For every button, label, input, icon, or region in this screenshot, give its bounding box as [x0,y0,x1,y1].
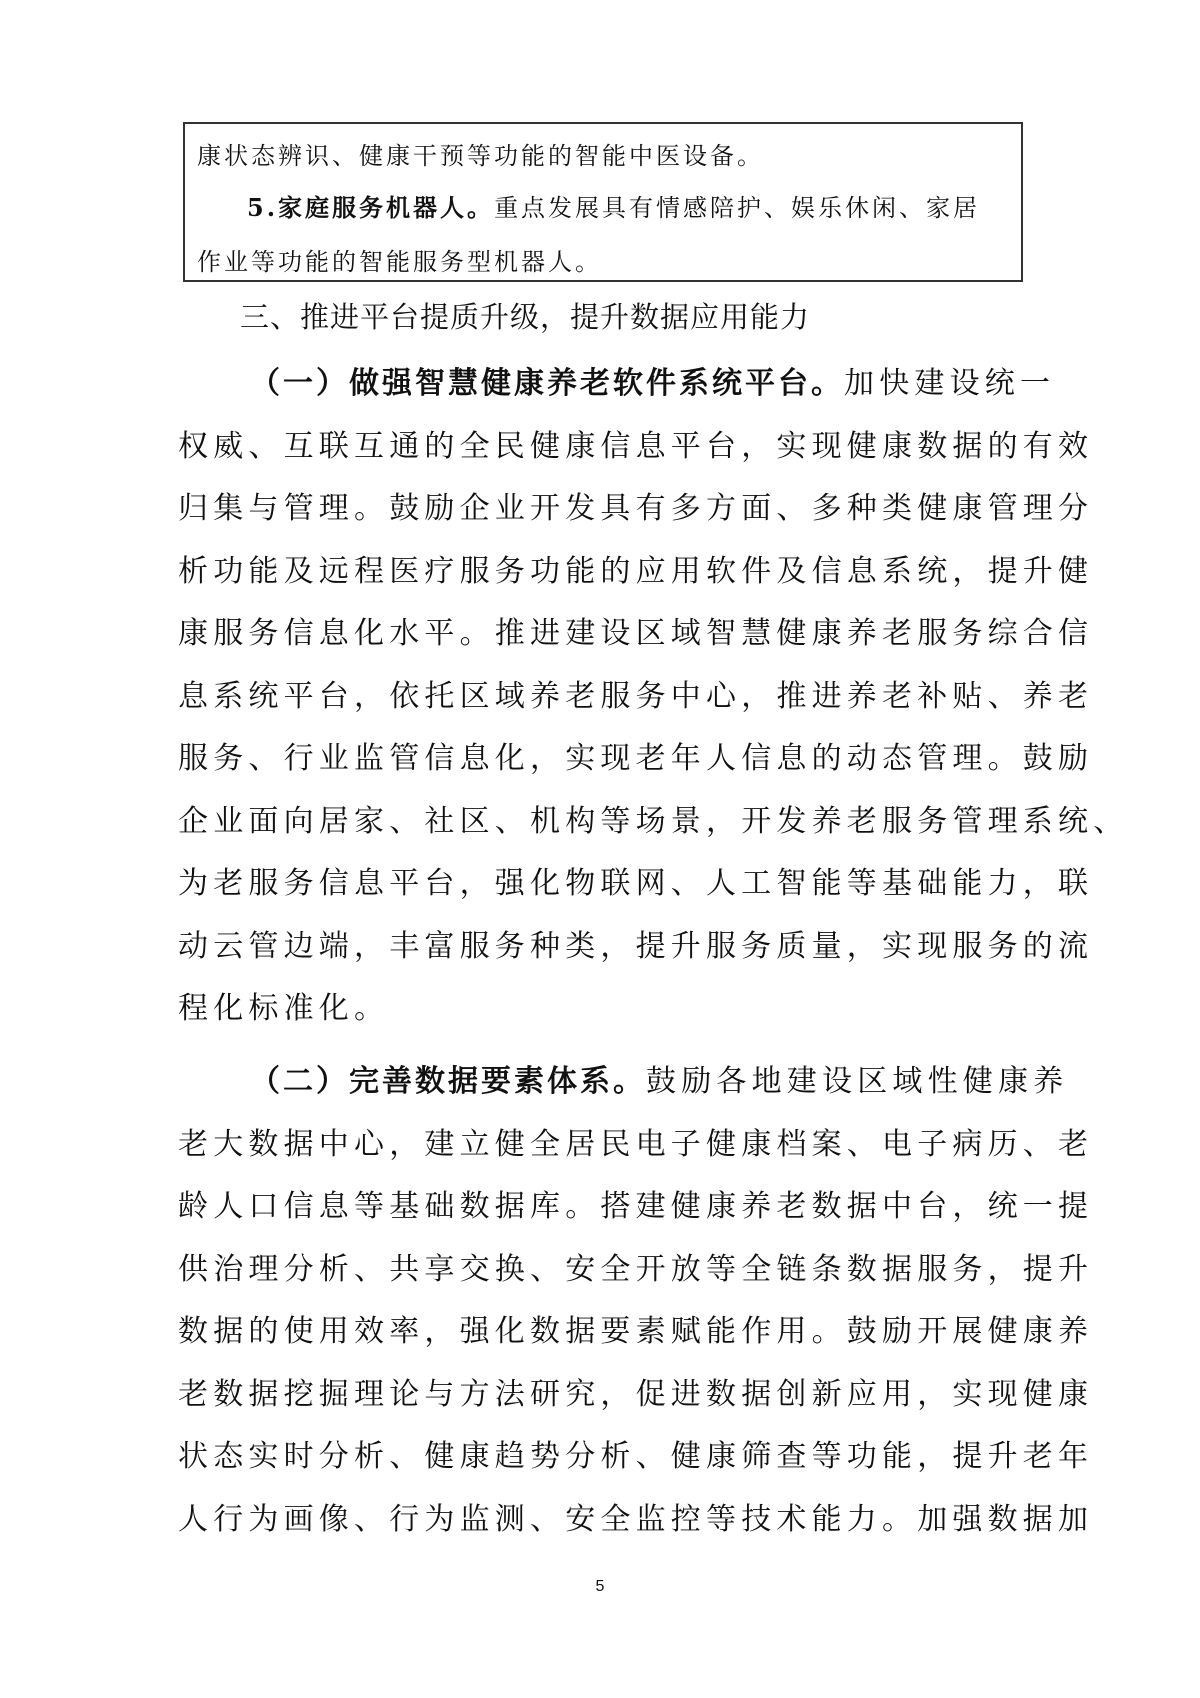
paragraph-1-lead: （一）做强智慧健康养老软件系统平台。 [250,366,844,401]
box-item-5-lead: 5.家庭服务机器人。 [247,193,495,222]
paragraph-2-line: 供治理分析、共享交换、安全开放等全链条数据服务，提升 [178,1251,1094,1287]
box-item-5-text: 重点发展具有情感陪护、娱乐休闲、家居 [494,194,981,222]
paragraph-1-line: 息系统平台，依托区域养老服务中心，推进养老补贴、养老 [178,678,1094,714]
paragraph-2-first-rest: 鼓励各地建设区域性健康养 [646,1064,1069,1099]
box-line-1: 康状态辨识、健康干预等功能的智能中医设备。 [197,142,764,170]
paragraph-1-first-rest: 加快建设统一 [844,366,1056,401]
page-number: 5 [595,1578,605,1595]
paragraph-2-line: 老大数据中心，建立健全居民电子健康档案、电子病历、老 [178,1126,1094,1162]
paragraph-1-line: 为老服务信息平台，强化物联网、人工智能等基础能力，联 [178,866,1094,901]
paragraph-1-line: 康服务信息化水平。推进建设区域智慧健康养老服务综合信 [178,616,1094,651]
box-line-3: 作业等功能的智能服务型机器人。 [197,248,602,276]
paragraph-2-line: 老数据挖掘理论与方法研究，促进数据创新应用，实现健康 [178,1376,1094,1412]
paragraph-1-line: 析功能及远程医疗服务功能的应用软件及信息系统，提升健 [178,553,1094,589]
paragraph-1-line: 企业面向居家、社区、机构等场景，开发养老服务管理系统、 [178,803,1129,839]
paragraph-2-line: 状态实时分析、健康趋势分析、健康筛查等功能，提升老年 [178,1439,1094,1474]
paragraph-1-line: 程化标准化。 [178,991,390,1026]
paragraph-2-line: 人行为画像、行为监测、安全监控等技术能力。加强数据加 [178,1501,1094,1537]
paragraph-1-line: 服务、行业监管信息化，实现老年人信息的动态管理。鼓励 [178,741,1094,776]
paragraph-1-line: 归集与管理。鼓励企业开发具有多方面、多种类健康管理分 [178,491,1094,526]
paragraph-2-line: 龄人口信息等基础数据库。搭建健康养老数据中台，统一提 [178,1189,1094,1224]
paragraph-1-line: 动云管边端，丰富服务种类，提升服务质量，实现服务的流 [178,928,1094,964]
paragraph-2-lead: （二）完善数据要素体系。 [250,1064,646,1099]
paragraph-2-first-line [250,1062,1068,1102]
paragraph-1-line: 权威、互联互通的全民健康信息平台，实现健康数据的有效 [178,428,1094,464]
section-heading: 三、推进平台提质升级，提升数据应用能力 [240,300,811,334]
box-item-5 [247,188,980,223]
paragraph-2-line: 数据的使用效率，强化数据要素赋能作用。鼓励开展健康养 [178,1314,1094,1349]
boxed-list-continuation [183,122,1023,282]
paragraph-1-first-line [250,364,1055,404]
